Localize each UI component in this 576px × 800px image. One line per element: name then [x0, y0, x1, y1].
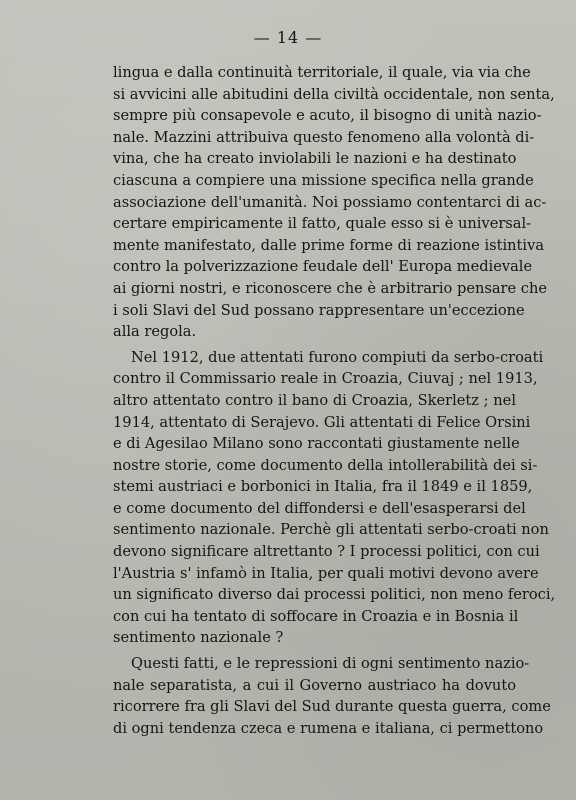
text-line: certare empiricamente il fatto, quale esso si è universal-	[113, 215, 532, 233]
text-line: stemi austriaci e borbonici in Italia, fra il 1849 e il 1859,	[113, 478, 533, 496]
text-line: un significato diverso dai processi politici, non meno feroci,	[113, 586, 556, 604]
text-line: nale. Mazzini attribuiva questo fenomeno alla volontà di-	[113, 128, 535, 146]
text-line: nostre storie, come documento della intollerabilità dei si-	[113, 456, 538, 474]
page-number: — 14 —	[253, 28, 323, 47]
text-line: ricorrere fra gli Slavi del Sud durante questa guerra, come	[113, 698, 551, 716]
text-line: sentimento nazionale. Perchè gli attentati serbo-croati non	[113, 521, 549, 539]
text-line: si avvicini alle abitudini della civiltà occidentale, non senta,	[113, 85, 555, 103]
paragraph-2	[113, 347, 556, 649]
text-line: contro la polverizzazione feudale dell' Europa medievale	[113, 258, 533, 276]
text-line: altro attentato contro il bano di Croazia, Skerletz ; nel	[113, 391, 516, 409]
text-line: e di Agesilao Milano sono raccontati giustamente nelle	[113, 435, 520, 453]
text-line: con cui ha tentato di soffocare in Croazia e in Bosnia il	[113, 607, 519, 625]
text-line: Questi fatti, e le repressioni di ogni sentimento nazio-	[131, 655, 530, 673]
text-line: di ogni tendenza czeca e rumena e italiana, ci permettono	[113, 719, 544, 737]
text-line: lingua e dalla continuità territoriale, il quale, via via che	[113, 64, 531, 81]
text-line: vina, che ha creato inviolabili le nazioni e ha destinato	[113, 150, 517, 168]
paragraph-3	[113, 653, 551, 739]
text-line: mente manifestato, dalle prime forme di reazione istintiva	[113, 236, 545, 254]
text-line: sempre più consapevole e acuto, il bisogno di unità nazio-	[113, 107, 542, 125]
text-line: associazione dell'umanità. Noi possiamo contentarci di ac-	[113, 193, 547, 211]
text-line: nale separatista, a cui il Governo austriaco ha dovuto	[113, 676, 516, 694]
text-line: contro il Commissario reale in Croazia, Ciuvaj ; nel 1913,	[113, 370, 538, 388]
text-line: i soli Slavi del Sud possano rappresentare un'eccezione	[113, 301, 525, 319]
text-line: Nel 1912, due attentati furono compiuti da serbo-croati	[131, 348, 544, 366]
text-line: ciascuna a compiere una missione specifica nella grande	[113, 171, 534, 189]
body-text	[113, 62, 556, 739]
text-line: ai giorni nostri, e riconoscere che è arbitrario pensare che	[113, 279, 548, 297]
text-line: l'Austria s' infamò in Italia, per quali motivi devono avere	[113, 564, 539, 582]
text-line: devono significare altrettanto ? I processi politici, con cui	[113, 543, 540, 561]
text-line: alla regola.	[113, 323, 197, 341]
text-line: sentimento nazionale ?	[113, 629, 284, 647]
text-line: e come documento del diffondersi e dell'esasperarsi del	[113, 499, 526, 517]
paragraph-1	[113, 62, 555, 343]
text-line: 1914, attentato di Serajevo. Gli attentati di Felice Orsini	[113, 413, 531, 431]
